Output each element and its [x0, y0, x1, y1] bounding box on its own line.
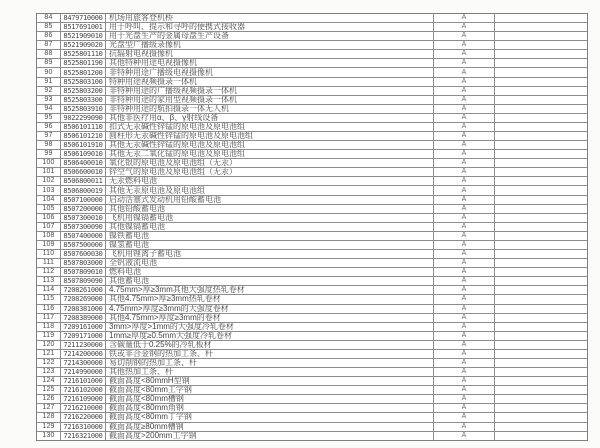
row-index-cell: 97 — [37, 132, 61, 140]
remark-cell — [495, 41, 587, 49]
table-row — [37, 223, 587, 232]
hs-code-cell: 8507300010 — [61, 214, 106, 222]
table-row — [37, 368, 587, 377]
remark-cell — [495, 305, 587, 313]
hs-code-cell: 8525803300 — [61, 96, 106, 104]
row-index-cell: 119 — [37, 332, 61, 340]
table-row — [37, 41, 587, 50]
remark-cell — [495, 250, 587, 258]
status-cell: A — [434, 386, 495, 394]
table-row — [37, 323, 587, 332]
remark-cell — [495, 78, 587, 86]
remark-cell — [495, 323, 587, 331]
table-row — [37, 241, 587, 250]
table-row — [37, 123, 587, 132]
status-cell: A — [434, 404, 495, 412]
description-cell: 全钒液流电池 — [106, 259, 434, 267]
status-cell: A — [434, 50, 495, 58]
table-row — [37, 268, 587, 277]
table-row — [37, 386, 587, 395]
row-index-cell: 113 — [37, 277, 61, 285]
hs-code-cell: 8506101910 — [61, 141, 106, 149]
row-index-cell: 99 — [37, 150, 61, 158]
hs-code-cell: 7208381000 — [61, 305, 106, 313]
status-cell: A — [434, 87, 495, 95]
description-cell: 镍氢蓄电池 — [106, 241, 434, 249]
table-row — [37, 359, 587, 368]
remark-cell — [495, 223, 587, 231]
remark-cell — [495, 168, 587, 176]
remark-cell — [495, 214, 587, 222]
status-cell: A — [434, 332, 495, 340]
table-row — [37, 150, 587, 159]
remark-cell — [495, 295, 587, 303]
description-cell: 启动活塞式发动机用铅酸蓄电池 — [106, 196, 434, 204]
table-row — [37, 432, 587, 440]
table-row — [37, 413, 587, 422]
status-cell: A — [434, 241, 495, 249]
hs-code-cell: 7216210000 — [61, 404, 106, 412]
description-cell: 4.75mm>厚≥3mm其他大强度热轧卷材 — [106, 286, 434, 294]
row-index-cell: 121 — [37, 350, 61, 358]
status-cell: A — [434, 268, 495, 276]
remark-cell — [495, 341, 587, 349]
row-index-cell: 117 — [37, 314, 61, 322]
remark-cell — [495, 286, 587, 294]
remark-cell — [495, 377, 587, 385]
table-row — [37, 350, 587, 359]
table-row — [37, 205, 587, 214]
description-cell: 氧化银的原电池及原电池组（无汞） — [106, 159, 434, 167]
status-cell: A — [434, 395, 495, 403]
table-row — [37, 404, 587, 413]
row-index-cell: 102 — [37, 177, 61, 185]
hs-code-cell: 8507300090 — [61, 223, 106, 231]
status-cell: A — [434, 232, 495, 240]
hs-code-cell: 8506101110 — [61, 123, 106, 131]
hs-code-cell: 7208269000 — [61, 295, 106, 303]
row-index-cell: 116 — [37, 305, 61, 313]
remark-cell — [495, 432, 587, 440]
status-cell: A — [434, 132, 495, 140]
status-cell: A — [434, 214, 495, 222]
hs-code-cell: 8506101210 — [61, 132, 106, 140]
table-row — [37, 132, 587, 141]
hs-code-cell: 7214300000 — [61, 359, 106, 367]
description-cell: 抗辐射电视摄像机 — [106, 50, 434, 58]
remark-cell — [495, 114, 587, 122]
row-index-cell: 111 — [37, 259, 61, 267]
hs-code-cell: 8506800019 — [61, 186, 106, 194]
hs-code-cell: 8525801190 — [61, 59, 106, 67]
row-index-cell: 108 — [37, 232, 61, 240]
description-cell: 特种用途视频摄录一体机 — [106, 78, 434, 86]
status-cell: A — [434, 177, 495, 185]
hs-code-cell: 8525803910 — [61, 105, 106, 113]
hs-code-cell: 8525801110 — [61, 50, 106, 58]
description-cell: 用于光盘生产的金属母盘生产设备 — [106, 32, 434, 40]
table-row — [37, 250, 587, 259]
hs-code-cell: 7216310000 — [61, 423, 106, 431]
remark-cell — [495, 368, 587, 376]
row-index-cell: 100 — [37, 159, 61, 167]
description-cell: 截面高度<80mm丁字钢 — [106, 413, 434, 421]
description-cell: 镍铁蓄电池 — [106, 232, 434, 240]
table-row — [37, 59, 587, 68]
table-row — [37, 68, 587, 77]
table-row — [37, 105, 587, 114]
row-index-cell: 120 — [37, 341, 61, 349]
row-index-cell: 126 — [37, 395, 61, 403]
description-cell: 其他无汞原电池及原电池组 — [106, 186, 434, 194]
hs-code-cell: 8507400000 — [61, 232, 106, 240]
remark-cell — [495, 68, 587, 76]
hs-code-cell: 8507100000 — [61, 196, 106, 204]
hs-code-cell: 7209171000 — [61, 332, 106, 340]
hs-code-cell: 7211230000 — [61, 341, 106, 349]
row-index-cell: 86 — [37, 32, 61, 40]
description-cell: 其他蓄电池 — [106, 277, 434, 285]
row-index-cell: 125 — [37, 386, 61, 394]
description-cell: 圆柱形无汞碱性锌锰的原电池及原电池组 — [106, 132, 434, 140]
remark-cell — [495, 332, 587, 340]
status-cell: A — [434, 341, 495, 349]
remark-cell — [495, 232, 587, 240]
description-cell: 非特种用途的航拍摄录一体无人机 — [106, 105, 434, 113]
hs-code-cell: 8506600010 — [61, 168, 106, 176]
status-cell: A — [434, 223, 495, 231]
description-cell: 其他无汞二氧化锰的原电池及原电池组 — [106, 150, 434, 158]
hs-code-cell: 8507809010 — [61, 268, 106, 276]
status-cell: A — [434, 114, 495, 122]
status-cell: A — [434, 78, 495, 86]
row-index-cell: 106 — [37, 214, 61, 222]
table-row — [37, 395, 587, 404]
hs-code-cell: 7216101000 — [61, 377, 106, 385]
table-row — [37, 141, 587, 150]
hs-code-cell: 8506109010 — [61, 150, 106, 158]
hs-code-cell: 7214990000 — [61, 368, 106, 376]
status-cell: A — [434, 186, 495, 194]
description-cell: 燃料电池 — [106, 268, 434, 276]
remark-cell — [495, 59, 587, 67]
description-cell: 截面高度≥80mm槽钢 — [106, 423, 434, 431]
status-cell: A — [434, 168, 495, 176]
remark-cell — [495, 186, 587, 194]
status-cell: A — [434, 96, 495, 104]
remark-cell — [495, 205, 587, 213]
status-cell: A — [434, 196, 495, 204]
status-cell: A — [434, 305, 495, 313]
hs-code-table — [36, 13, 588, 441]
remark-cell — [495, 395, 587, 403]
hs-code-cell: 8507809090 — [61, 277, 106, 285]
row-index-cell: 87 — [37, 41, 61, 49]
row-index-cell: 89 — [37, 59, 61, 67]
table-row — [37, 277, 587, 286]
row-index-cell: 93 — [37, 96, 61, 104]
row-index-cell: 107 — [37, 223, 61, 231]
table-row — [37, 259, 587, 268]
row-index-cell: 105 — [37, 205, 61, 213]
hs-code-cell: 7216220000 — [61, 413, 106, 421]
description-cell: 锌空气的原电池及原电池组（无汞） — [106, 168, 434, 176]
description-cell: 截面高度<80mm角钢 — [106, 404, 434, 412]
row-index-cell: 96 — [37, 123, 61, 131]
remark-cell — [495, 14, 587, 22]
status-cell: A — [434, 377, 495, 385]
table-row — [37, 168, 587, 177]
table-row — [37, 341, 587, 350]
status-cell: A — [434, 432, 495, 440]
table-row — [37, 159, 587, 168]
hs-code-cell: 8479710000 — [61, 14, 106, 22]
description-cell: 含碳量低于0.25%的冷轧板材 — [106, 341, 434, 349]
remark-cell — [495, 413, 587, 421]
row-index-cell: 114 — [37, 286, 61, 294]
row-index-cell: 130 — [37, 432, 61, 440]
status-cell: A — [434, 59, 495, 67]
remark-cell — [495, 404, 587, 412]
hs-code-cell: 8525801200 — [61, 68, 106, 76]
table-row — [37, 332, 587, 341]
description-cell: 机场用旅客登机桥 — [106, 14, 434, 22]
remark-cell — [495, 177, 587, 185]
hs-code-cell: 9022299090 — [61, 114, 106, 122]
table-row — [37, 423, 587, 432]
hs-code-cell: 7208261000 — [61, 286, 106, 294]
row-index-cell: 94 — [37, 105, 61, 113]
row-index-cell: 124 — [37, 377, 61, 385]
remark-cell — [495, 386, 587, 394]
description-cell: 截面高度<80mm工字钢 — [106, 386, 434, 394]
remark-cell — [495, 141, 587, 149]
table-row — [37, 314, 587, 323]
remark-cell — [495, 268, 587, 276]
row-index-cell: 129 — [37, 423, 61, 431]
hs-code-cell: 8525803100 — [61, 78, 106, 86]
description-cell: 用于呼叫、提示和寻呼的便携式接收器 — [106, 23, 434, 31]
status-cell: A — [434, 68, 495, 76]
description-cell: 其他4.75mm>厚度≥3mm的卷材 — [106, 314, 434, 322]
hs-code-cell: 8525803200 — [61, 87, 106, 95]
remark-cell — [495, 241, 587, 249]
table-row — [37, 305, 587, 314]
hs-code-cell: 7208389000 — [61, 314, 106, 322]
hs-code-cell: 8507200000 — [61, 205, 106, 213]
description-cell: 其他4.75mm>厚≥3mm热轧卷材 — [106, 295, 434, 303]
hs-code-cell: 7209161000 — [61, 323, 106, 331]
table-row — [37, 23, 587, 32]
row-index-cell: 92 — [37, 87, 61, 95]
table-row — [37, 14, 587, 23]
remark-cell — [495, 350, 587, 358]
row-index-cell: 103 — [37, 186, 61, 194]
description-cell: 其他特种用途电视摄像机 — [106, 59, 434, 67]
hs-code-cell: 8507600030 — [61, 250, 106, 258]
row-index-cell: 127 — [37, 404, 61, 412]
description-cell: 飞机用镍镉蓄电池 — [106, 214, 434, 222]
hs-code-cell: 7214200000 — [61, 350, 106, 358]
status-cell: A — [434, 123, 495, 131]
table-row — [37, 96, 587, 105]
table-row — [37, 232, 587, 241]
remark-cell — [495, 359, 587, 367]
status-cell: A — [434, 41, 495, 49]
hs-code-cell: 8506400010 — [61, 159, 106, 167]
remark-cell — [495, 32, 587, 40]
row-index-cell: 84 — [37, 14, 61, 22]
status-cell: A — [434, 413, 495, 421]
hs-code-cell: 8521909010 — [61, 32, 106, 40]
description-cell: 光盘型广播级录像机 — [106, 41, 434, 49]
status-cell: A — [434, 205, 495, 213]
row-index-cell: 91 — [37, 78, 61, 86]
description-cell: 易切削钢的热加工条、杆 — [106, 359, 434, 367]
description-cell: 无汞燃料电池 — [106, 177, 434, 185]
row-index-cell: 88 — [37, 50, 61, 58]
description-cell: 4.75mm>厚度≥3mm的大强度卷材 — [106, 305, 434, 313]
table-row — [37, 78, 587, 87]
remark-cell — [495, 196, 587, 204]
row-index-cell: 90 — [37, 68, 61, 76]
remark-cell — [495, 150, 587, 158]
description-cell: 非特种用途的广播级视频摄录一体机 — [106, 87, 434, 95]
description-cell: 铁或非合金钢的热加工条、杆 — [106, 350, 434, 358]
hs-code-cell: 8521909020 — [61, 41, 106, 49]
status-cell: A — [434, 295, 495, 303]
status-cell: A — [434, 141, 495, 149]
description-cell: 截面高度<80mm槽钢 — [106, 395, 434, 403]
table-row — [37, 50, 587, 59]
table-row — [37, 196, 587, 205]
table-row — [37, 214, 587, 223]
description-cell: 飞机用锂离子蓄电池 — [106, 250, 434, 258]
status-cell: A — [434, 105, 495, 113]
row-index-cell: 115 — [37, 295, 61, 303]
status-cell: A — [434, 159, 495, 167]
row-index-cell: 95 — [37, 114, 61, 122]
remark-cell — [495, 277, 587, 285]
description-cell: 扣式无汞碱性锌锰的原电池及原电池组 — [106, 123, 434, 131]
row-index-cell: 110 — [37, 250, 61, 258]
remark-cell — [495, 423, 587, 431]
status-cell: A — [434, 14, 495, 22]
status-cell: A — [434, 150, 495, 158]
row-index-cell: 128 — [37, 413, 61, 421]
table-row — [37, 177, 587, 186]
hs-code-cell: 7216321000 — [61, 432, 106, 440]
table-row — [37, 295, 587, 304]
table-row — [37, 32, 587, 41]
remark-cell — [495, 87, 587, 95]
status-cell: A — [434, 359, 495, 367]
description-cell: 1mm≥厚度≥0.5mm大强度冷轧卷材 — [106, 332, 434, 340]
description-cell: 3mm>厚度>1mm的大强度冷轧卷材 — [106, 323, 434, 331]
row-index-cell: 112 — [37, 268, 61, 276]
row-index-cell: 101 — [37, 168, 61, 176]
description-cell: 其他非医疗用α、β、γ射线设备 — [106, 114, 434, 122]
row-index-cell: 104 — [37, 196, 61, 204]
status-cell: A — [434, 286, 495, 294]
description-cell: 截面高度<80mmH型钢 — [106, 377, 434, 385]
status-cell: A — [434, 23, 495, 31]
description-cell: 其他热加工条、杆 — [106, 368, 434, 376]
hs-code-cell: 8507500000 — [61, 241, 106, 249]
remark-cell — [495, 96, 587, 104]
hs-code-cell: 7216109000 — [61, 395, 106, 403]
status-cell: A — [434, 314, 495, 322]
hs-code-cell: 8506800011 — [61, 177, 106, 185]
remark-cell — [495, 314, 587, 322]
row-index-cell: 123 — [37, 368, 61, 376]
remark-cell — [495, 50, 587, 58]
row-index-cell: 118 — [37, 323, 61, 331]
row-index-cell: 109 — [37, 241, 61, 249]
remark-cell — [495, 132, 587, 140]
row-index-cell: 122 — [37, 359, 61, 367]
hs-code-cell: 8507803000 — [61, 259, 106, 267]
description-cell: 非特种用途广播级电视摄像机 — [106, 68, 434, 76]
table-row — [37, 286, 587, 295]
description-cell: 非特种用途的家用型视频摄录一体机 — [106, 96, 434, 104]
status-cell: A — [434, 259, 495, 267]
remark-cell — [495, 159, 587, 167]
hs-code-cell: 8517691001 — [61, 23, 106, 31]
status-cell: A — [434, 32, 495, 40]
row-index-cell: 98 — [37, 141, 61, 149]
hs-code-cell: 7216102000 — [61, 386, 106, 394]
status-cell: A — [434, 323, 495, 331]
description-cell: 其他镍镉蓄电池 — [106, 223, 434, 231]
status-cell: A — [434, 250, 495, 258]
row-index-cell: 85 — [37, 23, 61, 31]
status-cell: A — [434, 277, 495, 285]
remark-cell — [495, 123, 587, 131]
description-cell: 其他铅酸蓄电池 — [106, 205, 434, 213]
description-cell: 其他无汞碱性锌锰的原电池及原电池组 — [106, 141, 434, 149]
status-cell: A — [434, 368, 495, 376]
remark-cell — [495, 23, 587, 31]
remark-cell — [495, 105, 587, 113]
status-cell: A — [434, 423, 495, 431]
status-cell: A — [434, 350, 495, 358]
table-row — [37, 377, 587, 386]
table-row — [37, 114, 587, 123]
table-row — [37, 186, 587, 195]
remark-cell — [495, 259, 587, 267]
table-row — [37, 87, 587, 96]
description-cell: 截面高度>200mm工字钢 — [106, 432, 434, 440]
